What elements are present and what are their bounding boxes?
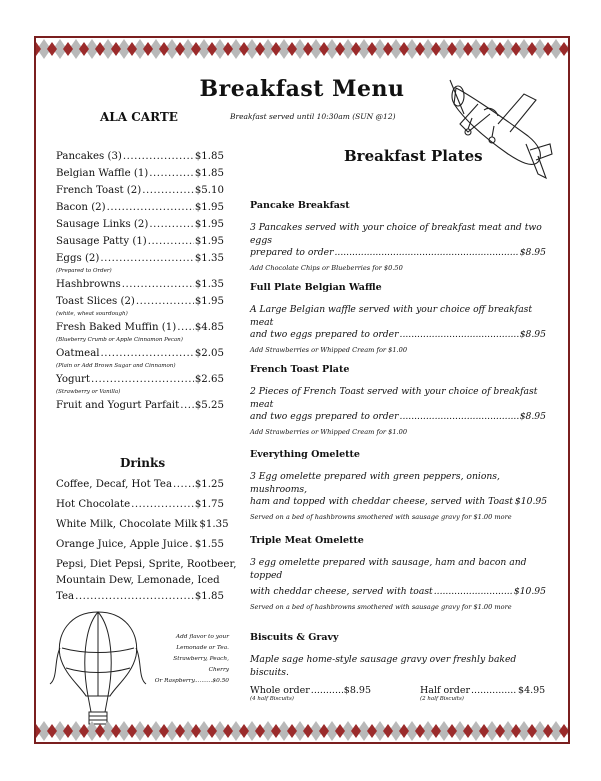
diamond-border-bottom <box>36 720 568 742</box>
list-item: French Toast (2) ..... $5.10 <box>56 185 224 199</box>
list-item: Eggs (2) ..... $1.35 <box>56 253 224 267</box>
list-item: Pancakes (3) ..... $1.85 <box>56 151 224 165</box>
item-note: (Prepared to Order) <box>56 268 112 274</box>
plate-belgian-waffle: Full Plate Belgian Waffle A Large Belgian waffle served with your choice off breakfast meat and two eggs prepared to order ..... $8.95 Add Strawberries or Whipped Cream for $1.00 <box>250 282 546 354</box>
served-hours: Breakfast served until 10:30am (SUN @12) <box>230 112 396 121</box>
item-note: (white, wheat sourdough) <box>56 311 128 317</box>
list-item: Coffee, Decaf, Hot Tea ..... $1.25 <box>56 479 224 493</box>
plate-triple-meat-omelette: Triple Meat Omelette 3 egg omelette prepared with sausage, ham and bacon and topped with cheddar cheese, served with toast ..... $10.95 Served on a bed of hashbrowns smothered with sausage gravy for $1.00 more <box>250 535 546 611</box>
ala-carte-list <box>56 151 224 414</box>
diamond-border-top <box>36 38 568 60</box>
list-item-line: Pepsi, Diet Pepsi, Sprite, Rootbeer, <box>56 559 237 570</box>
list-item: Sausage Patty (1) ..... $1.95 <box>56 236 224 250</box>
list-item: White Milk, Chocolate Milk $1.35 <box>56 519 229 530</box>
airplane-illustration <box>438 74 556 184</box>
list-item: Hot Chocolate ..... $1.75 <box>56 499 224 513</box>
plate-pancake-breakfast: Pancake Breakfast 3 Pancakes served with your choice of breakfast meat and two eggs prepared to order ..... $8.95 Add Chocolate Chips or Blueberries for $0.50 <box>250 200 546 272</box>
plate-biscuits-gravy: Biscuits & Gravy Maple sage home-style sausage gravy over freshly baked biscuits. Whole order ..... $8.95 (4 half Biscuits) Half order ..... $4.95 (2 half Biscuits) <box>250 632 546 702</box>
breakfast-plates-heading: Breakfast Plates <box>344 147 483 165</box>
menu-title: Breakfast Menu <box>199 76 405 102</box>
list-item-line: Mountain Dew, Lemonade, Iced <box>56 575 220 586</box>
drinks-list <box>56 479 237 605</box>
list-item: Fresh Baked Muffin (1) ..... $4.85 <box>56 322 224 336</box>
list-item: Hashbrowns ..... $1.35 <box>56 279 224 293</box>
item-note: (Plain or Add Brown Sugar and Cinnamon) <box>56 363 176 369</box>
list-item: Fruit and Yogurt Parfait ..... $5.25 <box>56 400 224 414</box>
item-note: (Strawberry or Vanilla) <box>56 389 121 395</box>
hot-air-balloon-illustration <box>48 608 148 732</box>
list-item: Yogurt ..... $2.65 <box>56 374 224 388</box>
add-flavor-note: Add flavor to your Lemonade or Tea. Strawberry, Peach, Cherry Or Raspberry..........$0.50 <box>154 634 229 684</box>
list-item: Orange Juice, Apple Juice ..... $1.55 <box>56 539 224 553</box>
plate-french-toast: French Toast Plate 2 Pieces of French Toast served with your choice of breakfast meat and two eggs prepared to order ..... $8.95 Add Strawberries or Whipped Cream for $1.00 <box>250 364 546 436</box>
list-item: Sausage Links (2) ..... $1.95 <box>56 219 224 233</box>
list-item: Toast Slices (2) ..... $1.95 <box>56 296 224 310</box>
plate-everything-omelette: Everything Omelette 3 Egg omelette prepared with green peppers, onions, mushrooms, ham and topped with cheddar cheese, served with Toast $10.95 Served on a bed of hashbrowns smothered with sausage gravy for $1.00 more <box>250 449 548 521</box>
drinks-heading: Drinks <box>120 456 166 470</box>
ala-carte-heading: ALA CARTE <box>100 110 178 124</box>
list-item: Oatmeal ..... $2.05 <box>56 348 224 362</box>
list-item: Belgian Waffle (1) ..... $1.85 <box>56 168 224 182</box>
list-item: Tea ..... $1.85 <box>56 591 224 605</box>
list-item: Bacon (2) ..... $1.95 <box>56 202 224 216</box>
item-note: (Blueberry Crumb or Apple Cinnamon Pecan) <box>56 337 183 343</box>
menu-page <box>34 36 570 744</box>
